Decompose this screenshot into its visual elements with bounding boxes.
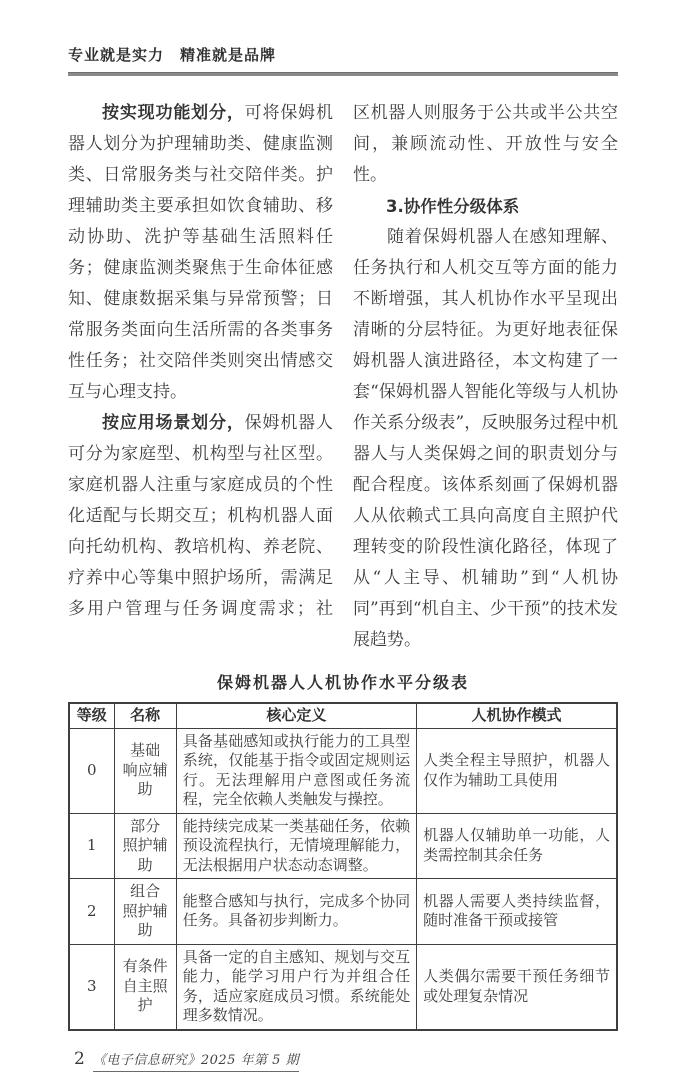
journal-reference: 《电子信息研究》2025 年第 5 期	[93, 1049, 299, 1072]
cell-mode: 机器人需要人类持续监督，随时准备干预或接管	[417, 879, 617, 945]
column-header-name: 名称	[114, 703, 176, 728]
cell-mode: 人类全程主导照护，机器人仅作为辅助工具使用	[417, 728, 617, 813]
header-rule	[68, 72, 618, 76]
cell-definition: 具备一定的自主感知、规划与交互能力，能学习用户行为并组合任务，适应家庭成员习惯。系统能处理多数情况。	[176, 944, 416, 1030]
paragraph-text: 区机器人则服务于公共或半公共空间，兼顾流动性、开放性与安全性。	[353, 103, 618, 185]
column-header-mode: 人机协作模式	[417, 703, 617, 728]
cell-definition: 具备基础感知或执行能力的工具型系统，仅能基于指令或固定规则运行。无法理解用户意图或任务流程，完全依赖人类触发与操控。	[176, 728, 416, 813]
right-column	[353, 98, 618, 656]
header-slogan: 专业就是实力 精准就是品牌	[68, 46, 277, 64]
page-footer	[68, 1049, 618, 1072]
paragraph-text: 随着保姆机器人在感知理解、任务执行和人机交互等方面的能力不断增强，其人机协作水平呈现出清晰的分层特征。为更好地表征保姆机器人演进路径，本文构建了一套“保姆机器人智能化等级与人机协作关系分级表”，反映服务过程中机器人与人类保姆之间的职责划分与配合程度。该体系刻画了保姆机器人从依赖式工具向高度自主照护代理转变的阶段性演化路径，体现了从“人主导、机辅助”到“人机协同”再到“机自主、少干预”的技术发展趋势。	[353, 227, 618, 650]
paragraph-function-classification	[68, 98, 333, 408]
paragraph-lead-bold: 按应用场景划分，	[102, 413, 245, 433]
paragraph-text: 保姆机器人可分为家庭型、机构型与社区型。家庭机器人注重与家庭成员的个性化适配与长期交互；机构机器人面向托幼机构、教培机构、养老院、疗养中心等集中照护场所，需满足多用户管理与任务调度需求；社	[68, 413, 334, 619]
page-number: 2	[74, 1048, 85, 1069]
section-heading: 3.协作性分级体系	[386, 197, 520, 216]
cell-level: 1	[69, 813, 114, 879]
cell-definition: 能整合感知与执行，完成多个协同任务。具备初步判断力。	[176, 879, 416, 945]
table-header-row	[69, 703, 617, 728]
cell-level: 0	[69, 728, 114, 813]
cell-mode: 人类偶尔需要干预任务细节或处理复杂情况	[417, 944, 617, 1030]
paragraph-text: 可将保姆机器人划分为护理辅助类、健康监测类、日常服务类与社交陪伴类。护理辅助类主要承担如饮食辅助、移动协助、洗护等基础生活照料任务；健康监测类聚焦于生命体征感知、健康数据采集与异常预警；日常服务类面向生活所需的各类事务性任务；社交陪伴类则突出情感交互与心理支持。	[68, 103, 334, 402]
table-row	[69, 728, 617, 813]
cell-name: 基础 响应辅助	[114, 728, 176, 813]
table-row	[69, 879, 617, 945]
cell-level: 2	[69, 879, 114, 945]
collaboration-grading-table	[68, 702, 618, 1031]
cell-level: 3	[69, 944, 114, 1030]
paragraph-lead-bold: 按实现功能划分，	[102, 103, 245, 123]
table-title: 保姆机器人人机协作水平分级表	[216, 673, 469, 692]
page-header	[68, 44, 618, 76]
two-column-body	[68, 98, 618, 656]
cell-definition: 能持续完成某一类基础任务，依赖预设流程执行，无情境理解能力，无法根据用户状态动态调整。	[176, 813, 416, 879]
column-header-definition: 核心定义	[176, 703, 416, 728]
table-row	[69, 813, 617, 879]
cell-name: 组合 照护辅助	[114, 879, 176, 945]
paragraph-collaboration	[353, 222, 618, 656]
cell-name: 部分 照护辅助	[114, 813, 176, 879]
paragraph-continuation	[353, 98, 618, 191]
column-header-level: 等级	[69, 703, 114, 728]
cell-mode: 机器人仅辅助单一功能，人类需控制其余任务	[417, 813, 617, 879]
cell-name: 有条件 自主照护	[114, 944, 176, 1030]
left-column	[68, 98, 333, 656]
table-row	[69, 944, 617, 1030]
paragraph-scene-classification	[68, 408, 333, 625]
